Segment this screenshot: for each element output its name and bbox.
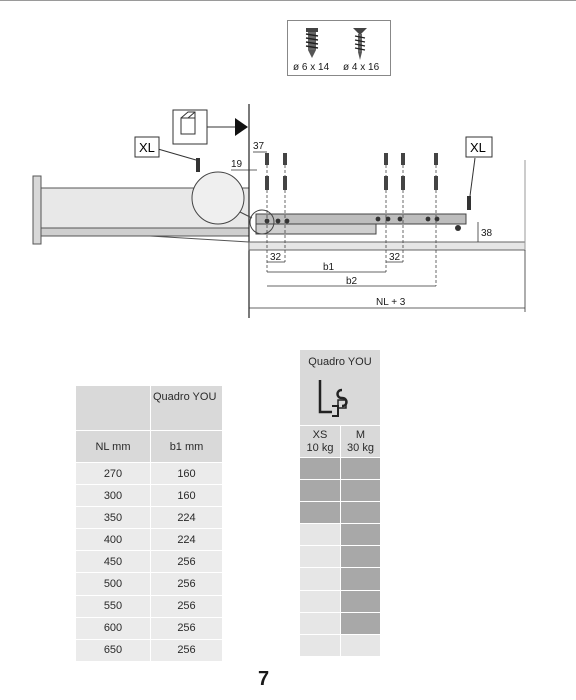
drawer-slide-load-icon	[316, 376, 356, 420]
m-availability-cell	[340, 480, 380, 501]
m-availability-cell	[340, 635, 380, 656]
nl-cell: 650	[76, 640, 150, 661]
table-row	[76, 551, 222, 572]
drawer-runner	[256, 214, 466, 234]
length-table-corner	[76, 386, 150, 430]
dim-32-left: 32	[270, 252, 282, 263]
table-row	[76, 618, 222, 639]
table-row	[76, 596, 222, 617]
nl-cell: 600	[76, 618, 150, 639]
nl-cell: 450	[76, 551, 150, 572]
availability-row	[300, 458, 380, 479]
xs-availability-cell	[300, 480, 340, 501]
col-nl-header: NL mm	[95, 440, 131, 453]
xs-availability-cell	[300, 502, 340, 523]
nl-cell: 400	[76, 529, 150, 550]
xs-availability-cell	[300, 635, 340, 656]
xs-availability-cell	[300, 524, 340, 545]
m-availability-cell	[340, 524, 380, 545]
m-availability-cell	[340, 613, 380, 634]
detail-magnifier	[192, 172, 244, 224]
xs-availability-cell	[300, 591, 340, 612]
cabinet-bottom	[249, 242, 525, 250]
m-availability-cell	[340, 546, 380, 567]
b1-cell: 256	[150, 596, 222, 617]
m-availability-cell	[340, 591, 380, 612]
availability-row	[300, 613, 380, 634]
col-m-header: M 30 kg	[340, 426, 380, 457]
xl-label-right: XL	[470, 140, 486, 155]
availability-row	[300, 546, 380, 567]
table-row	[76, 485, 222, 506]
availability-row	[300, 502, 380, 523]
dim-37: 37	[253, 141, 265, 152]
dim-b1: b1	[323, 262, 335, 273]
dim-38: 38	[481, 228, 493, 239]
drilling-jig-icon	[173, 110, 248, 144]
b1-cell: 256	[150, 640, 222, 661]
col-b1-header: b1 mm	[150, 431, 222, 462]
mounting-screws	[265, 153, 438, 190]
m-availability-cell	[340, 458, 380, 479]
availability-row	[300, 635, 380, 656]
xl-label-left: XL	[139, 140, 155, 155]
screw-legend	[287, 20, 391, 76]
b1-cell: 224	[150, 507, 222, 528]
dim-19: 19	[231, 159, 243, 170]
nl-cell: 300	[76, 485, 150, 506]
b1-cell: 160	[150, 485, 222, 506]
xs-availability-cell	[300, 568, 340, 589]
col-xs-header: XS 10 kg	[306, 429, 334, 454]
load-class-table	[300, 350, 380, 656]
nl-cell: 270	[76, 463, 150, 484]
length-table-product: Quadro YOU	[150, 386, 222, 430]
availability-row	[300, 568, 380, 589]
installation-diagram	[0, 96, 576, 326]
page-number: 7	[258, 668, 270, 690]
xs-availability-cell	[300, 546, 340, 567]
length-table	[76, 386, 222, 661]
dim-nl: NL + 3	[376, 297, 406, 308]
nl-cell: 550	[76, 596, 150, 617]
b1-cell: 256	[150, 573, 222, 594]
table-row	[76, 529, 222, 550]
xl-screw-right	[467, 196, 471, 210]
b1-cell: 256	[150, 618, 222, 639]
dim-b2: b2	[346, 276, 358, 287]
availability-row	[300, 480, 380, 501]
b1-cell: 256	[150, 551, 222, 572]
top-border	[0, 0, 576, 1]
nl-cell: 500	[76, 573, 150, 594]
b1-cell: 224	[150, 529, 222, 550]
table-row	[76, 573, 222, 594]
xs-availability-cell	[300, 613, 340, 634]
screw-6x14-label: ø 6 x 14	[293, 62, 330, 73]
availability-row	[300, 591, 380, 612]
screw-4x16-label: ø 4 x 16	[343, 62, 380, 73]
table-row	[76, 507, 222, 528]
dim-32-right: 32	[389, 252, 401, 263]
nl-cell: 350	[76, 507, 150, 528]
availability-row	[300, 524, 380, 545]
table-row	[76, 463, 222, 484]
m-availability-cell	[340, 568, 380, 589]
xs-availability-cell	[300, 458, 340, 479]
b1-cell: 160	[150, 463, 222, 484]
load-table-product: Quadro YOU	[308, 356, 372, 368]
xl-screw-left	[196, 158, 200, 172]
m-availability-cell	[340, 502, 380, 523]
table-row	[76, 640, 222, 661]
